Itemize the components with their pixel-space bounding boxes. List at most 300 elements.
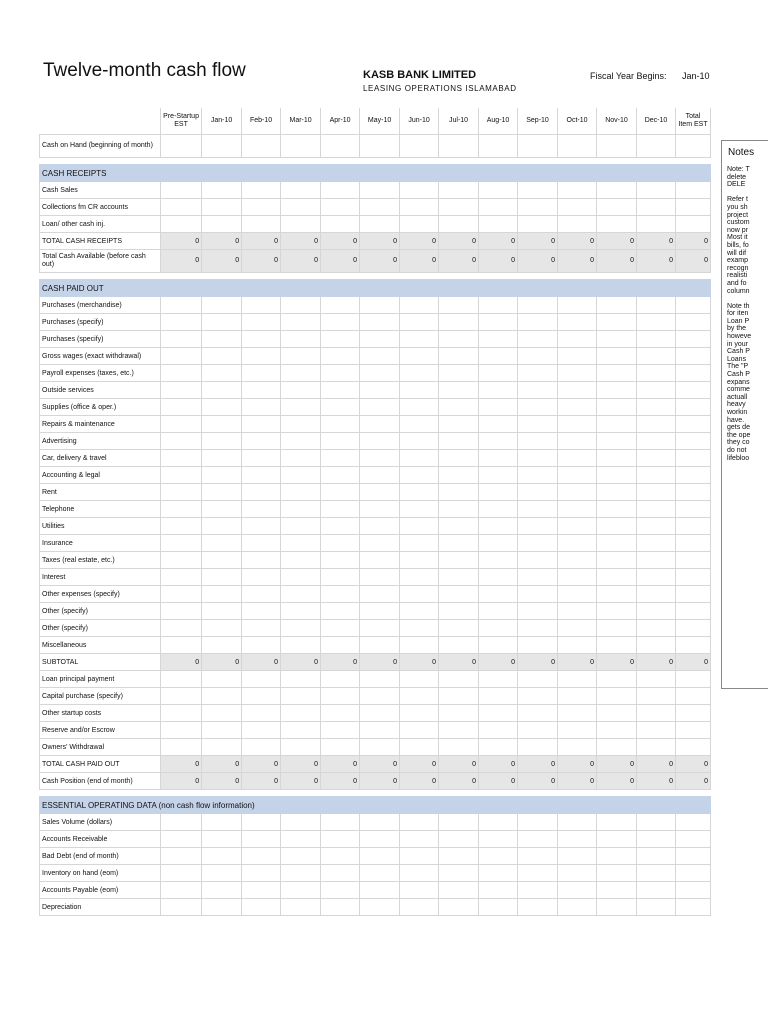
- table-cell[interactable]: [242, 314, 281, 331]
- table-cell[interactable]: [400, 535, 439, 552]
- table-cell[interactable]: [242, 433, 281, 450]
- table-cell[interactable]: [558, 348, 597, 365]
- table-cell[interactable]: [676, 416, 711, 433]
- table-cell[interactable]: [597, 865, 637, 882]
- table-cell[interactable]: 0: [202, 654, 242, 671]
- table-cell[interactable]: [360, 450, 400, 467]
- table-cell[interactable]: [360, 501, 400, 518]
- table-cell[interactable]: 0: [242, 654, 281, 671]
- table-cell[interactable]: [597, 450, 637, 467]
- table-cell[interactable]: [518, 620, 558, 637]
- table-cell[interactable]: [637, 416, 676, 433]
- table-cell[interactable]: [281, 484, 321, 501]
- table-cell[interactable]: [676, 552, 711, 569]
- table-cell[interactable]: [400, 399, 439, 416]
- table-cell[interactable]: [439, 399, 479, 416]
- table-cell[interactable]: [400, 416, 439, 433]
- table-cell[interactable]: [558, 848, 597, 865]
- table-cell[interactable]: [676, 182, 711, 199]
- table-cell[interactable]: [242, 331, 281, 348]
- table-cell[interactable]: [637, 848, 676, 865]
- table-cell[interactable]: 0: [518, 250, 558, 273]
- table-cell[interactable]: [439, 865, 479, 882]
- table-cell[interactable]: [281, 688, 321, 705]
- table-cell[interactable]: [439, 603, 479, 620]
- table-cell[interactable]: 0: [676, 756, 711, 773]
- table-cell[interactable]: [321, 603, 360, 620]
- table-cell[interactable]: [637, 535, 676, 552]
- table-cell[interactable]: [518, 671, 558, 688]
- table-cell[interactable]: [558, 501, 597, 518]
- table-cell[interactable]: [400, 705, 439, 722]
- table-cell[interactable]: [161, 848, 202, 865]
- table-cell[interactable]: [242, 399, 281, 416]
- table-cell[interactable]: [242, 688, 281, 705]
- table-cell[interactable]: [321, 722, 360, 739]
- table-cell[interactable]: [637, 586, 676, 603]
- table-cell[interactable]: [597, 688, 637, 705]
- table-cell[interactable]: [558, 671, 597, 688]
- table-cell[interactable]: [558, 722, 597, 739]
- table-cell[interactable]: [400, 620, 439, 637]
- table-cell[interactable]: 0: [242, 233, 281, 250]
- table-cell[interactable]: [161, 314, 202, 331]
- table-cell[interactable]: [360, 586, 400, 603]
- table-cell[interactable]: [202, 348, 242, 365]
- table-cell[interactable]: [321, 297, 360, 314]
- table-cell[interactable]: [360, 671, 400, 688]
- table-cell[interactable]: [161, 569, 202, 586]
- table-cell[interactable]: [637, 399, 676, 416]
- table-cell[interactable]: [161, 467, 202, 484]
- table-cell[interactable]: 0: [676, 250, 711, 273]
- table-cell[interactable]: [637, 484, 676, 501]
- table-cell[interactable]: [321, 433, 360, 450]
- table-cell[interactable]: [161, 433, 202, 450]
- table-cell[interactable]: [360, 603, 400, 620]
- table-cell[interactable]: [637, 365, 676, 382]
- table-cell[interactable]: [558, 297, 597, 314]
- table-cell[interactable]: [518, 382, 558, 399]
- table-cell[interactable]: [400, 671, 439, 688]
- table-cell[interactable]: 0: [479, 756, 518, 773]
- table-cell[interactable]: [400, 882, 439, 899]
- table-cell[interactable]: [202, 399, 242, 416]
- table-cell[interactable]: [676, 216, 711, 233]
- table-cell[interactable]: [242, 297, 281, 314]
- table-cell[interactable]: [637, 297, 676, 314]
- table-cell[interactable]: [439, 365, 479, 382]
- table-cell[interactable]: [400, 135, 439, 158]
- table-cell[interactable]: [518, 865, 558, 882]
- table-cell[interactable]: [518, 484, 558, 501]
- table-cell[interactable]: [400, 467, 439, 484]
- table-cell[interactable]: [360, 569, 400, 586]
- table-cell[interactable]: [242, 216, 281, 233]
- table-cell[interactable]: [558, 331, 597, 348]
- table-cell[interactable]: [202, 899, 242, 916]
- table-cell[interactable]: [439, 637, 479, 654]
- table-cell[interactable]: [321, 331, 360, 348]
- table-cell[interactable]: [242, 705, 281, 722]
- table-cell[interactable]: [242, 416, 281, 433]
- table-cell[interactable]: [400, 865, 439, 882]
- table-cell[interactable]: [637, 637, 676, 654]
- table-cell[interactable]: [558, 216, 597, 233]
- table-cell[interactable]: [518, 365, 558, 382]
- table-cell[interactable]: [321, 382, 360, 399]
- table-cell[interactable]: [558, 199, 597, 216]
- table-cell[interactable]: [518, 518, 558, 535]
- table-cell[interactable]: [321, 848, 360, 865]
- table-cell[interactable]: [161, 535, 202, 552]
- table-cell[interactable]: [439, 450, 479, 467]
- table-cell[interactable]: [439, 182, 479, 199]
- table-cell[interactable]: 0: [479, 773, 518, 790]
- table-cell[interactable]: [321, 450, 360, 467]
- table-cell[interactable]: [439, 135, 479, 158]
- table-cell[interactable]: [202, 331, 242, 348]
- table-cell[interactable]: [637, 135, 676, 158]
- table-cell[interactable]: [479, 705, 518, 722]
- table-cell[interactable]: 0: [321, 654, 360, 671]
- table-cell[interactable]: [479, 365, 518, 382]
- table-cell[interactable]: [479, 865, 518, 882]
- table-cell[interactable]: [202, 603, 242, 620]
- table-cell[interactable]: [360, 637, 400, 654]
- table-cell[interactable]: 0: [597, 773, 637, 790]
- table-cell[interactable]: 0: [360, 756, 400, 773]
- table-cell[interactable]: [676, 865, 711, 882]
- table-cell[interactable]: [400, 552, 439, 569]
- table-cell[interactable]: 0: [518, 756, 558, 773]
- table-cell[interactable]: [360, 882, 400, 899]
- table-cell[interactable]: [242, 182, 281, 199]
- table-cell[interactable]: [161, 688, 202, 705]
- table-cell[interactable]: [321, 882, 360, 899]
- table-cell[interactable]: [597, 569, 637, 586]
- table-cell[interactable]: [676, 688, 711, 705]
- table-cell[interactable]: 0: [400, 756, 439, 773]
- table-cell[interactable]: [202, 620, 242, 637]
- table-cell[interactable]: [518, 722, 558, 739]
- table-cell[interactable]: [676, 365, 711, 382]
- table-cell[interactable]: [597, 135, 637, 158]
- table-cell[interactable]: [202, 450, 242, 467]
- table-cell[interactable]: [202, 637, 242, 654]
- table-cell[interactable]: [637, 382, 676, 399]
- table-cell[interactable]: [281, 450, 321, 467]
- table-cell[interactable]: [676, 348, 711, 365]
- table-cell[interactable]: [558, 586, 597, 603]
- table-cell[interactable]: [518, 314, 558, 331]
- table-cell[interactable]: [597, 399, 637, 416]
- table-cell[interactable]: [637, 348, 676, 365]
- table-cell[interactable]: [202, 552, 242, 569]
- table-cell[interactable]: [360, 739, 400, 756]
- table-cell[interactable]: [518, 467, 558, 484]
- table-cell[interactable]: [518, 705, 558, 722]
- table-cell[interactable]: [479, 297, 518, 314]
- table-cell[interactable]: [558, 637, 597, 654]
- table-cell[interactable]: [321, 831, 360, 848]
- table-cell[interactable]: [479, 484, 518, 501]
- table-cell[interactable]: [400, 739, 439, 756]
- table-cell[interactable]: [161, 297, 202, 314]
- table-cell[interactable]: [439, 739, 479, 756]
- table-cell[interactable]: [400, 637, 439, 654]
- table-cell[interactable]: [281, 552, 321, 569]
- table-cell[interactable]: [321, 637, 360, 654]
- table-cell[interactable]: 0: [360, 250, 400, 273]
- table-cell[interactable]: [558, 182, 597, 199]
- table-cell[interactable]: [558, 467, 597, 484]
- table-cell[interactable]: [518, 348, 558, 365]
- table-cell[interactable]: [242, 814, 281, 831]
- table-cell[interactable]: [479, 135, 518, 158]
- table-cell[interactable]: [558, 865, 597, 882]
- table-cell[interactable]: [242, 518, 281, 535]
- table-cell[interactable]: [439, 814, 479, 831]
- table-cell[interactable]: [321, 518, 360, 535]
- table-cell[interactable]: [479, 501, 518, 518]
- table-cell[interactable]: [321, 501, 360, 518]
- table-cell[interactable]: [637, 199, 676, 216]
- table-cell[interactable]: [400, 722, 439, 739]
- table-cell[interactable]: [518, 416, 558, 433]
- table-cell[interactable]: [281, 297, 321, 314]
- table-cell[interactable]: [597, 484, 637, 501]
- table-cell[interactable]: [242, 467, 281, 484]
- table-cell[interactable]: [637, 314, 676, 331]
- table-cell[interactable]: [676, 535, 711, 552]
- table-cell[interactable]: [202, 297, 242, 314]
- table-cell[interactable]: 0: [439, 773, 479, 790]
- table-cell[interactable]: [281, 365, 321, 382]
- table-cell[interactable]: [558, 433, 597, 450]
- table-cell[interactable]: [400, 518, 439, 535]
- table-cell[interactable]: [242, 552, 281, 569]
- table-cell[interactable]: [281, 433, 321, 450]
- table-cell[interactable]: [202, 739, 242, 756]
- table-cell[interactable]: [439, 297, 479, 314]
- table-cell[interactable]: [479, 722, 518, 739]
- table-cell[interactable]: [360, 297, 400, 314]
- table-cell[interactable]: [161, 722, 202, 739]
- table-cell[interactable]: [321, 705, 360, 722]
- table-cell[interactable]: [597, 501, 637, 518]
- table-cell[interactable]: [518, 501, 558, 518]
- table-cell[interactable]: [518, 586, 558, 603]
- table-cell[interactable]: [558, 569, 597, 586]
- table-cell[interactable]: [242, 348, 281, 365]
- table-cell[interactable]: 0: [321, 233, 360, 250]
- table-cell[interactable]: [518, 552, 558, 569]
- table-cell[interactable]: 0: [558, 773, 597, 790]
- table-cell[interactable]: [597, 535, 637, 552]
- table-cell[interactable]: [281, 814, 321, 831]
- table-cell[interactable]: 0: [518, 773, 558, 790]
- table-cell[interactable]: [281, 671, 321, 688]
- table-cell[interactable]: [161, 399, 202, 416]
- table-cell[interactable]: [439, 331, 479, 348]
- table-cell[interactable]: [360, 722, 400, 739]
- table-cell[interactable]: [597, 739, 637, 756]
- table-cell[interactable]: [479, 814, 518, 831]
- table-cell[interactable]: [676, 501, 711, 518]
- table-cell[interactable]: [637, 518, 676, 535]
- table-cell[interactable]: [558, 399, 597, 416]
- table-cell[interactable]: [321, 199, 360, 216]
- table-cell[interactable]: [321, 620, 360, 637]
- table-cell[interactable]: 0: [242, 756, 281, 773]
- table-cell[interactable]: [360, 199, 400, 216]
- table-cell[interactable]: 0: [281, 250, 321, 273]
- table-cell[interactable]: [321, 182, 360, 199]
- table-cell[interactable]: [676, 620, 711, 637]
- table-cell[interactable]: [202, 722, 242, 739]
- table-cell[interactable]: [637, 865, 676, 882]
- table-cell[interactable]: 0: [558, 654, 597, 671]
- table-cell[interactable]: 0: [242, 250, 281, 273]
- table-cell[interactable]: [360, 348, 400, 365]
- table-cell[interactable]: [202, 382, 242, 399]
- table-cell[interactable]: [597, 882, 637, 899]
- table-cell[interactable]: [161, 899, 202, 916]
- table-cell[interactable]: [360, 705, 400, 722]
- table-cell[interactable]: [676, 814, 711, 831]
- table-cell[interactable]: [281, 135, 321, 158]
- table-cell[interactable]: [439, 848, 479, 865]
- table-cell[interactable]: [676, 382, 711, 399]
- table-cell[interactable]: [242, 586, 281, 603]
- table-cell[interactable]: [321, 899, 360, 916]
- table-cell[interactable]: [439, 314, 479, 331]
- table-cell[interactable]: 0: [637, 233, 676, 250]
- table-cell[interactable]: [558, 135, 597, 158]
- table-cell[interactable]: [161, 739, 202, 756]
- table-cell[interactable]: [202, 586, 242, 603]
- table-cell[interactable]: [439, 348, 479, 365]
- table-cell[interactable]: [202, 484, 242, 501]
- table-cell[interactable]: [439, 433, 479, 450]
- table-cell[interactable]: [676, 637, 711, 654]
- table-cell[interactable]: [242, 501, 281, 518]
- table-cell[interactable]: [676, 586, 711, 603]
- table-cell[interactable]: [281, 399, 321, 416]
- table-cell[interactable]: [281, 416, 321, 433]
- table-cell[interactable]: 0: [518, 233, 558, 250]
- table-cell[interactable]: [518, 637, 558, 654]
- table-cell[interactable]: [202, 216, 242, 233]
- table-cell[interactable]: 0: [439, 233, 479, 250]
- table-cell[interactable]: [597, 637, 637, 654]
- table-cell[interactable]: [202, 416, 242, 433]
- table-cell[interactable]: [479, 382, 518, 399]
- table-cell[interactable]: [676, 399, 711, 416]
- table-cell[interactable]: [321, 314, 360, 331]
- table-cell[interactable]: 0: [676, 654, 711, 671]
- table-cell[interactable]: [281, 603, 321, 620]
- table-cell[interactable]: [242, 831, 281, 848]
- table-cell[interactable]: [479, 620, 518, 637]
- table-cell[interactable]: 0: [321, 773, 360, 790]
- table-cell[interactable]: [321, 535, 360, 552]
- table-cell[interactable]: [676, 199, 711, 216]
- table-cell[interactable]: [479, 899, 518, 916]
- table-cell[interactable]: [558, 899, 597, 916]
- table-cell[interactable]: [281, 899, 321, 916]
- table-cell[interactable]: 0: [161, 654, 202, 671]
- table-cell[interactable]: [439, 552, 479, 569]
- table-cell[interactable]: [321, 569, 360, 586]
- table-cell[interactable]: [676, 467, 711, 484]
- table-cell[interactable]: [321, 135, 360, 158]
- table-cell[interactable]: [676, 848, 711, 865]
- table-cell[interactable]: [202, 705, 242, 722]
- table-cell[interactable]: [161, 603, 202, 620]
- table-cell[interactable]: 0: [637, 654, 676, 671]
- table-cell[interactable]: 0: [242, 773, 281, 790]
- table-cell[interactable]: [637, 705, 676, 722]
- table-cell[interactable]: 0: [281, 773, 321, 790]
- table-cell[interactable]: [439, 620, 479, 637]
- table-cell[interactable]: [439, 382, 479, 399]
- table-cell[interactable]: 0: [637, 756, 676, 773]
- table-cell[interactable]: [518, 739, 558, 756]
- table-cell[interactable]: [676, 569, 711, 586]
- table-cell[interactable]: [400, 484, 439, 501]
- table-cell[interactable]: [439, 586, 479, 603]
- table-cell[interactable]: [439, 535, 479, 552]
- table-cell[interactable]: [518, 569, 558, 586]
- table-cell[interactable]: [637, 467, 676, 484]
- table-cell[interactable]: 0: [676, 773, 711, 790]
- table-cell[interactable]: [321, 739, 360, 756]
- table-cell[interactable]: 0: [202, 250, 242, 273]
- table-cell[interactable]: [281, 831, 321, 848]
- table-cell[interactable]: [479, 433, 518, 450]
- table-cell[interactable]: [439, 467, 479, 484]
- table-cell[interactable]: [676, 297, 711, 314]
- table-cell[interactable]: [242, 382, 281, 399]
- table-cell[interactable]: [518, 831, 558, 848]
- table-cell[interactable]: [281, 467, 321, 484]
- table-cell[interactable]: [360, 848, 400, 865]
- table-cell[interactable]: [281, 705, 321, 722]
- table-cell[interactable]: [558, 603, 597, 620]
- table-cell[interactable]: [597, 831, 637, 848]
- table-cell[interactable]: [360, 467, 400, 484]
- table-cell[interactable]: [676, 484, 711, 501]
- table-cell[interactable]: [676, 331, 711, 348]
- table-cell[interactable]: [676, 518, 711, 535]
- table-cell[interactable]: 0: [597, 250, 637, 273]
- table-cell[interactable]: [161, 199, 202, 216]
- table-cell[interactable]: [321, 365, 360, 382]
- table-cell[interactable]: [439, 899, 479, 916]
- table-cell[interactable]: [281, 586, 321, 603]
- table-cell[interactable]: [518, 297, 558, 314]
- table-cell[interactable]: [400, 569, 439, 586]
- table-cell[interactable]: [281, 722, 321, 739]
- table-cell[interactable]: [202, 518, 242, 535]
- table-cell[interactable]: [558, 620, 597, 637]
- table-cell[interactable]: [360, 620, 400, 637]
- table-cell[interactable]: [360, 433, 400, 450]
- table-cell[interactable]: [518, 899, 558, 916]
- table-cell[interactable]: [400, 501, 439, 518]
